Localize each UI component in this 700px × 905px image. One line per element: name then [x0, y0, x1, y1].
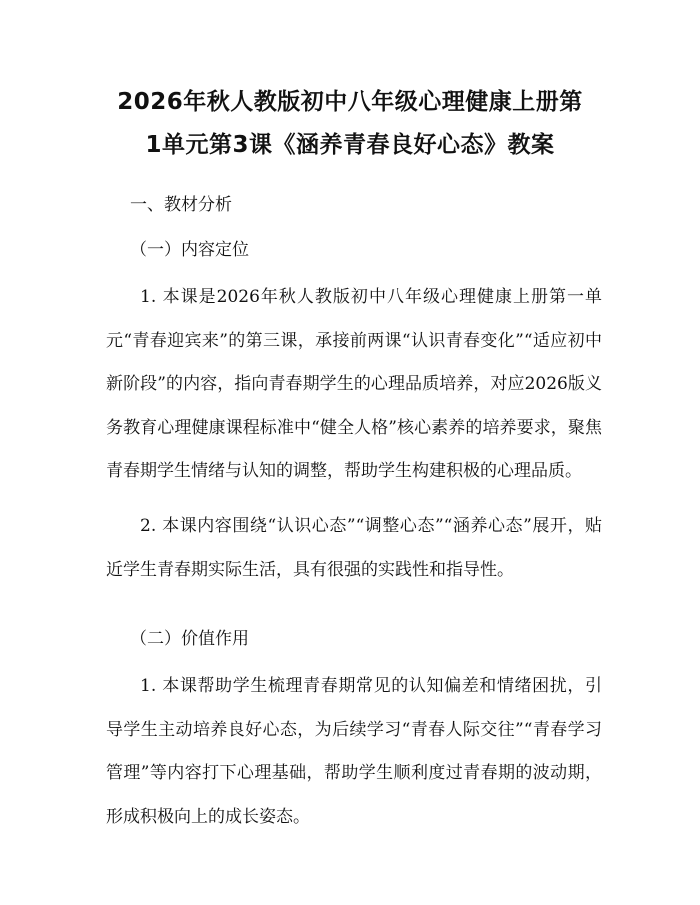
paragraph-value-role-1: 1. 本课帮助学生梳理青春期常见的认知偏差和情绪困扰，引导学生主动培养良好心态，为后续学习“青春人际交往”“青春学习管理”等内容打下心理基础，帮助学生顺利度过青春期的波动期，形成积极向上的成长姿态。	[106, 676, 602, 827]
paragraph-content-positioning-2: 2. 本课内容围绕“认识心态”“调整心态”“涵养心态”展开，贴近学生青春期实际生活，具有很强的实践性和指导性。	[106, 516, 602, 580]
paragraph-content-positioning-1: 1. 本课是2026年秋人教版初中八年级心理健康上册第一单元“青春迎宾来”的第三课，承接前两课“认识青春变化”“适应初中新阶段”的内容，指向青春期学生的心理品质培养，对应2026版义务教育心理健康课程标准中“健全人格”核心素养的培养要求，聚焦青春期学生情绪与认知的调整，帮助学生构建积极的心理品质。	[106, 287, 602, 481]
document-title-line-1: 2026年秋人教版初中八年级心理健康上册第	[117, 89, 583, 115]
subsection-heading-content-positioning: （一）内容定位	[130, 240, 249, 260]
subsection-heading-value-role: （二）价值作用	[130, 629, 249, 649]
section-heading-textbook-analysis: 一、教材分析	[130, 195, 232, 215]
document-title-line-2: 1单元第3课《涵养青春良好心态》教案	[145, 132, 555, 158]
